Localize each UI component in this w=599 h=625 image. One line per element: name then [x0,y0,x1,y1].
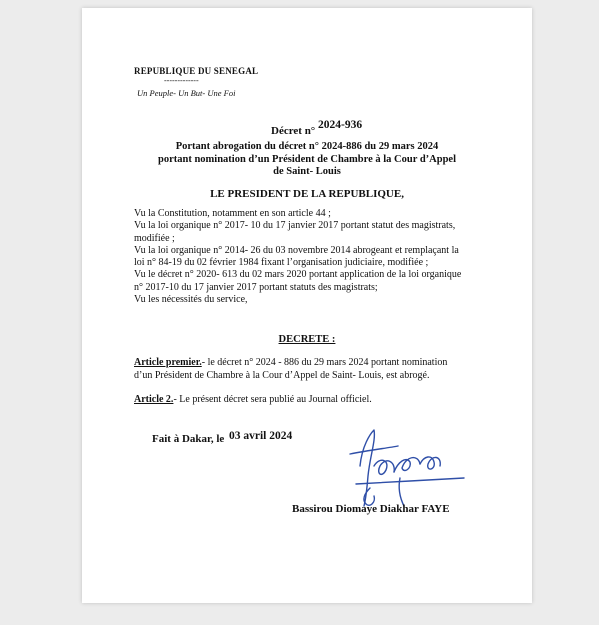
signer-name: Bassirou Diomaye Diakhar FAYE [292,503,450,515]
decree-title-line: Portant abrogation du décret n° 2024-886 du 29 mars 2024 [175,141,439,152]
decree-title-line: portant nomination d’un Président de Chambre à la Cour d’Appel [157,153,457,165]
decree-title [122,141,492,179]
signing-date: 03 avril 2024 [229,430,293,442]
header-separator: ------------- [164,76,199,85]
signing-place: Fait à Dakar, le [152,433,225,445]
republic-header: REPUBLIQUE DU SENEGAL [134,66,259,76]
decree-number: 2024-936 [318,119,363,131]
article-1-text-cont: d’un Président de Chambre à la Cour d’Appel de Saint- Louis, est abrogé. [134,369,430,381]
considerant-line: modifiée ; [134,232,175,244]
article-2-label: Article 2. [134,394,174,405]
considerants-block [134,208,489,306]
considerant-line: Vu la loi organique n° 2017- 10 du 17 janvier 2017 portant statut des magistrats, [134,220,456,232]
document-page [82,8,532,603]
decrete-heading: DECRETE : [278,334,336,345]
national-motto: Un Peuple- Un But- Une Foi [137,88,236,98]
article-1-text: - le décret n° 2024 - 886 du 29 mars 2024 portant nomination [201,357,448,368]
article-2 [134,394,489,407]
article-1 [134,357,489,382]
considerant-line: Vu la loi organique n° 2014- 26 du 03 novembre 2014 abrogeant et remplaçant la [134,244,459,256]
considerant-line: Vu la Constitution, notamment en son article 44 ; [134,208,331,219]
considerant-line: Vu les nécessités du service, [134,294,248,306]
authority-heading: LE PRESIDENT DE LA REPUBLIQUE, [210,188,404,200]
article-1-label: Article premier. [134,357,202,368]
decree-label: Décret n° [271,125,316,137]
considerant-line: n° 2017-10 du 17 janvier 2017 portant statuts des magistrats; [134,281,378,293]
decree-title-line: de Saint- Louis [273,166,341,177]
considerant-line: loi n° 84-19 du 02 février 1984 fixant l’organisation judiciaire, modifiée ; [134,257,429,269]
considerant-line: Vu le décret n° 2020- 613 du 02 mars 2020 portant application de la loi organique [134,269,462,281]
article-2-text: - Le présent décret sera publié au Journal officiel. [173,394,372,405]
